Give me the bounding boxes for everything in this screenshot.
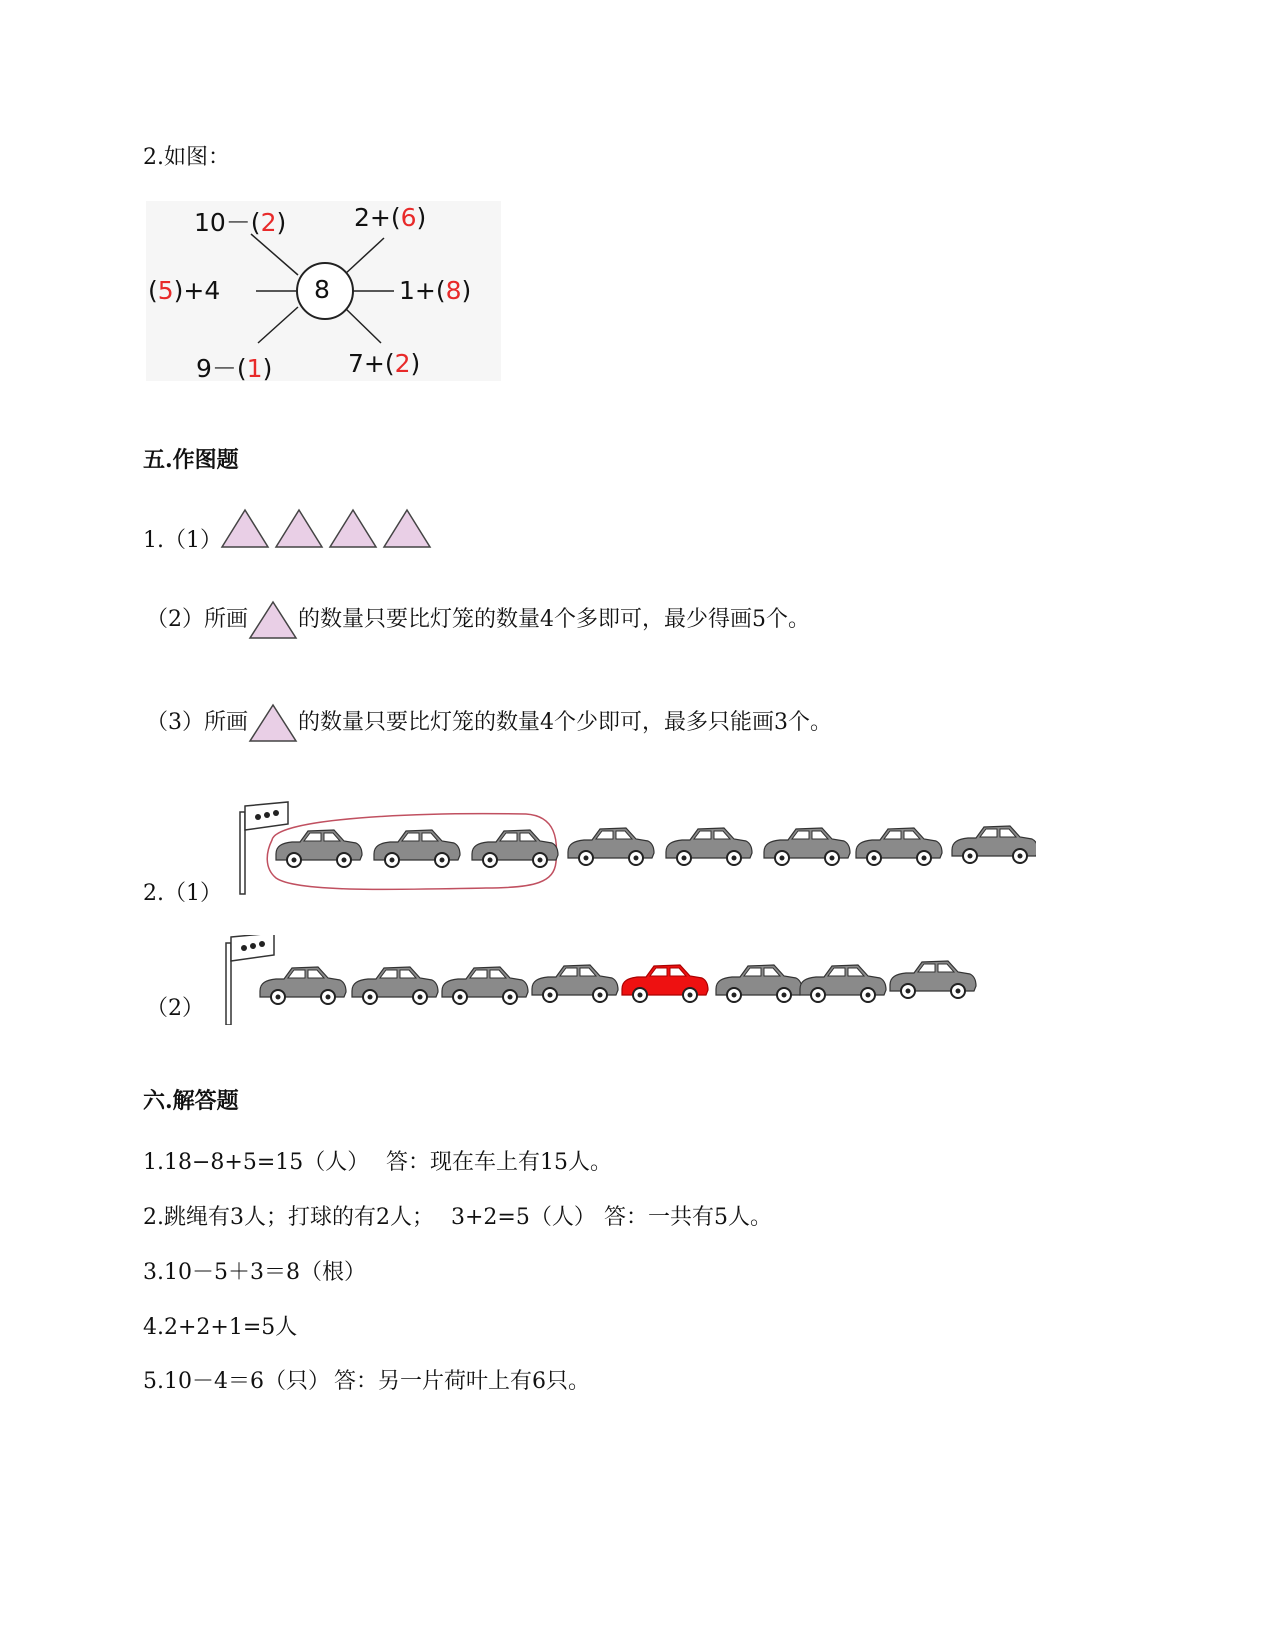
section-5-title: 五.作图题 [143,447,239,473]
answer-2-conclusion: 答：一共有5人。 [604,1205,772,1230]
answer-3: 3.10－5＋3＝8（根） [143,1260,366,1285]
triangle-row [220,507,432,549]
triangle-3 [330,510,376,547]
triangle-2 [276,510,322,547]
star-item-right: 1+(8) [399,276,472,305]
car-icon [352,967,438,1004]
q2-1-label: 2.（1） [143,881,222,906]
car-icon [276,830,362,867]
star-center-number: 8 [314,275,330,304]
star-item-top-left: 10－(2) [194,208,287,237]
answer-2-part-a: 2.跳绳有3人；打球的有2人； [143,1205,434,1230]
star-item-bottom-right: 7+(2) [348,349,421,378]
car-icon [716,965,802,1002]
answer-1-conclusion: 答：现在车上有15人。 [386,1150,612,1175]
car-row-1 [236,800,1036,900]
car-icon [442,967,528,1004]
car-row-2 [222,935,982,1025]
q1-2-line: （2）所画 的数量只要比灯笼的数量4个多即可，最少得画5个。 [146,600,810,640]
q1-3-line: （3）所画 的数量只要比灯笼的数量4个少即可，最多只能画3个。 [146,703,832,743]
signpost-icon [226,935,274,1025]
triangle-icon [248,703,298,743]
red-car-icon [622,965,708,1002]
answer-5-expression: 5.10－4＝6（只） [143,1369,330,1394]
star-item-left: (5)+4 [148,276,221,305]
answer-2-part-b: 3+2=5（人） [451,1205,596,1230]
answer-1-expression: 1.18−8+5=15（人） [143,1150,370,1175]
star-figure [146,201,501,381]
q1-1-label: 1.（1） [143,528,222,553]
triangle-icon [248,600,298,640]
car-icon [472,830,558,867]
answer-4: 4.2+2+1=5人 [143,1315,298,1340]
answer-5-conclusion: 答：另一片荷叶上有6只。 [334,1369,590,1394]
star-item-bottom-left: 9－(1) [196,354,273,383]
car-icon [764,828,850,865]
triangle-1 [222,510,268,547]
car-icon [666,828,752,865]
car-icon [952,826,1036,863]
triangle-4 [384,510,430,547]
section-6-title: 六.解答题 [143,1088,239,1114]
q2-2-label: （2） [146,996,204,1021]
car-icon [374,830,460,867]
car-icon [532,965,618,1002]
car-icon [890,961,976,998]
car-icon [260,967,346,1004]
car-icon [856,828,942,865]
car-icon [568,828,654,865]
car-icon [800,965,886,1002]
question-2-label: 2.如图： [143,145,230,170]
star-item-top-right: 2+(6) [354,203,427,232]
